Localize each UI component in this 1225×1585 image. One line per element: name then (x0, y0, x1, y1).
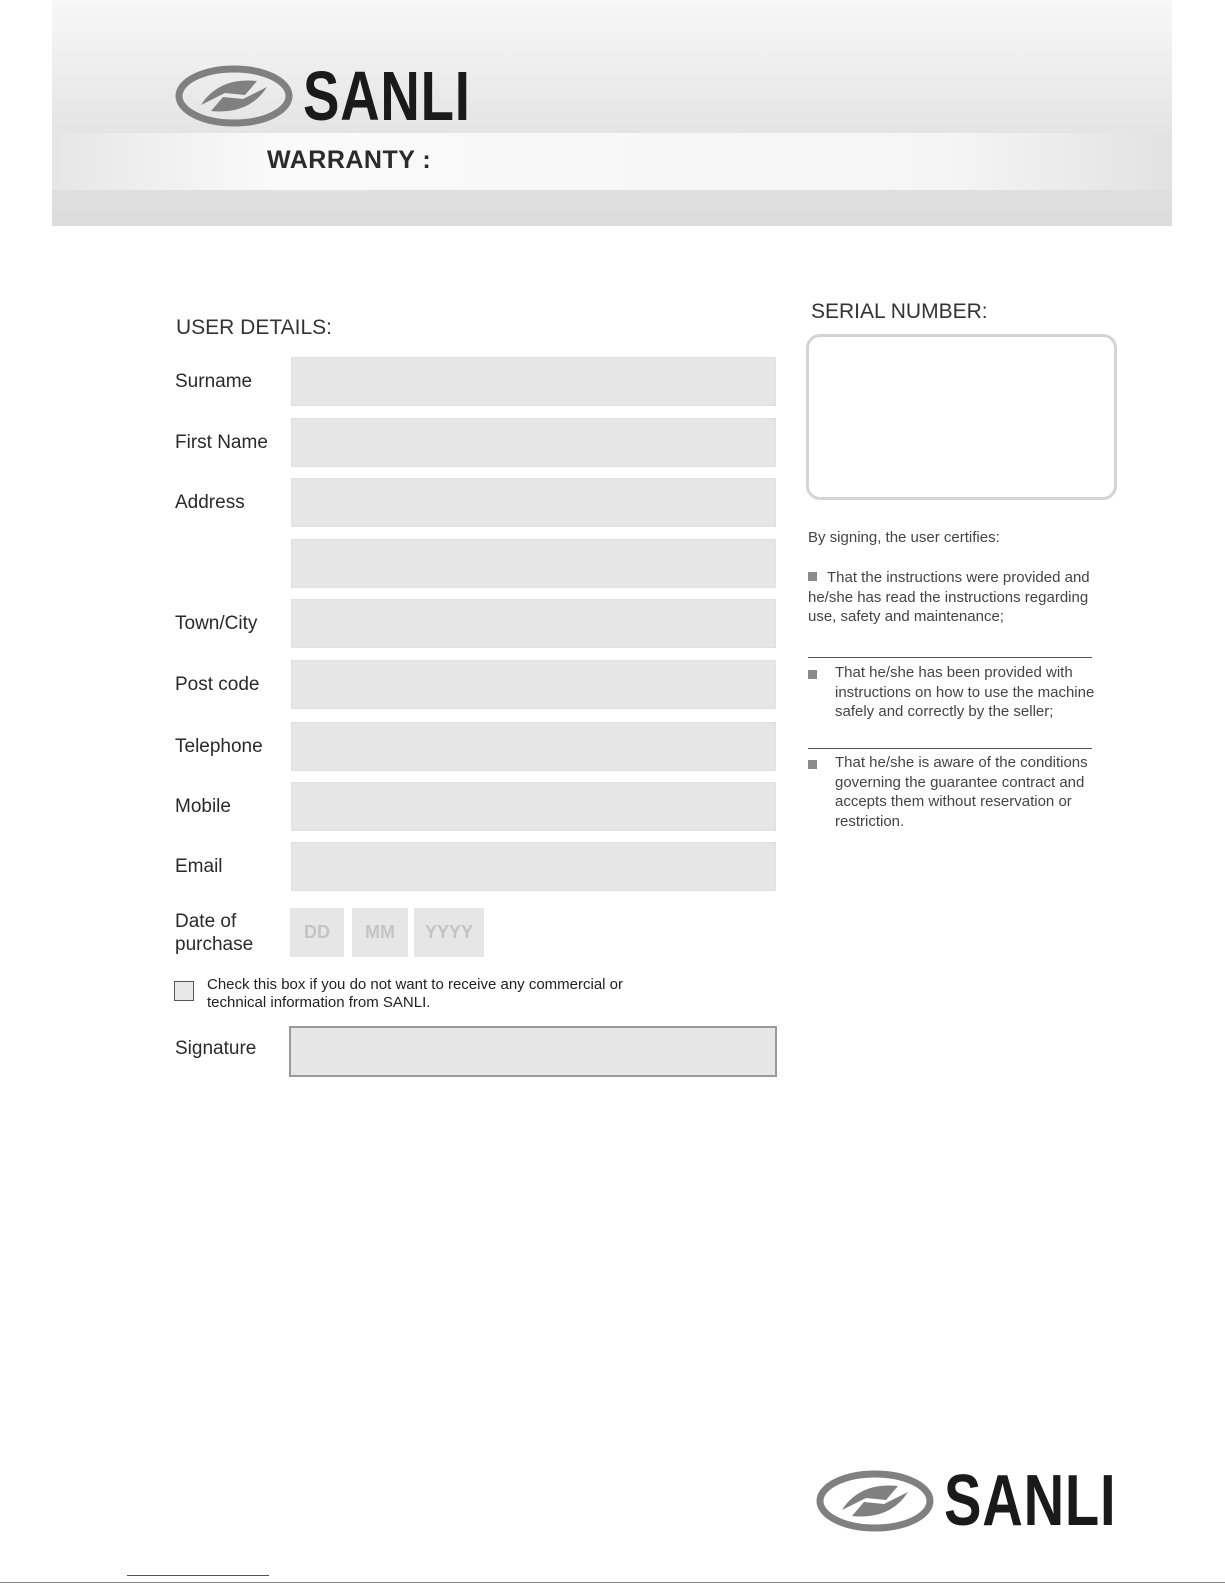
date-label-line1: Date of (175, 911, 237, 932)
footer-link-underline (127, 1575, 269, 1576)
town-city-field[interactable] (291, 599, 776, 648)
optout-text (207, 976, 647, 1012)
signature-label: Signature (175, 1038, 257, 1059)
logo-wordmark: SANLI (944, 1461, 1117, 1541)
page-title: WARRANTY : (267, 146, 432, 174)
sanli-logo-header (175, 56, 518, 136)
address-line2-row (175, 539, 775, 589)
post-code-label: Post code (175, 674, 260, 695)
square-bullet-icon (808, 670, 817, 679)
signature-field[interactable] (289, 1026, 777, 1077)
surname-row (175, 357, 775, 407)
certification-item-text: That he/she is aware of the conditions governing the guarantee contract and accepts them without reservation or restriction. (835, 754, 1088, 831)
header-strip (52, 133, 1172, 190)
telephone-field[interactable] (291, 722, 776, 771)
divider (808, 657, 1092, 658)
address-line1-field[interactable] (291, 478, 776, 527)
town-city-label: Town/City (175, 613, 258, 634)
email-label: Email (175, 856, 223, 877)
logo-wordmark: SANLI (303, 57, 471, 135)
certification-intro: By signing, the user certifies: (808, 529, 1000, 546)
address-label: Address (175, 492, 245, 513)
post-code-field[interactable] (291, 660, 776, 709)
divider (808, 748, 1092, 749)
footer-rule (0, 1582, 1225, 1583)
sanli-swoosh-icon (175, 65, 293, 127)
sanli-swoosh-icon (816, 1470, 934, 1532)
optout-checkbox[interactable] (174, 981, 194, 1001)
user-details-heading: USER DETAILS: (176, 316, 332, 339)
square-bullet-icon (808, 572, 817, 581)
certification-item-text: That he/she has been provided with instructions on how to use the machine safely and correctly by the seller; (835, 664, 1095, 721)
date-month-field[interactable]: MM (352, 908, 408, 957)
date-day-field[interactable]: DD (290, 908, 344, 957)
town-city-row (175, 599, 775, 649)
address-row (175, 478, 775, 528)
address-line2-field[interactable] (291, 539, 776, 588)
first-name-label: First Name (175, 432, 268, 453)
mobile-row (175, 782, 775, 832)
serial-number-box[interactable] (806, 334, 1117, 500)
certification-item (808, 753, 1098, 832)
surname-label: Surname (175, 371, 253, 392)
telephone-label: Telephone (175, 736, 263, 757)
first-name-row (175, 418, 775, 468)
serial-number-heading: SERIAL NUMBER: (811, 300, 988, 323)
certification-item (808, 568, 1093, 627)
certification-item (808, 663, 1098, 722)
mobile-label: Mobile (175, 796, 231, 817)
email-field[interactable] (291, 842, 776, 891)
email-row (175, 842, 775, 892)
certification-item-text: That the instructions were provided and he/she has read the instructions regarding use, safety and maintenance; (808, 569, 1090, 626)
optout-text-line1: Check this box if you do not want to receive any commercial or (207, 976, 624, 993)
post-code-row (175, 660, 775, 710)
date-label-line2: purchase (175, 934, 254, 955)
date-year-field[interactable]: YYYY (414, 908, 484, 957)
surname-field[interactable] (291, 357, 776, 406)
mobile-field[interactable] (291, 782, 776, 831)
optout-text-line2: technical information from SANLI. (207, 994, 431, 1011)
first-name-field[interactable] (291, 418, 776, 467)
telephone-row (175, 722, 775, 772)
sanli-logo-footer (816, 1460, 1165, 1542)
date-of-purchase-label (175, 910, 253, 956)
square-bullet-icon (808, 760, 817, 769)
